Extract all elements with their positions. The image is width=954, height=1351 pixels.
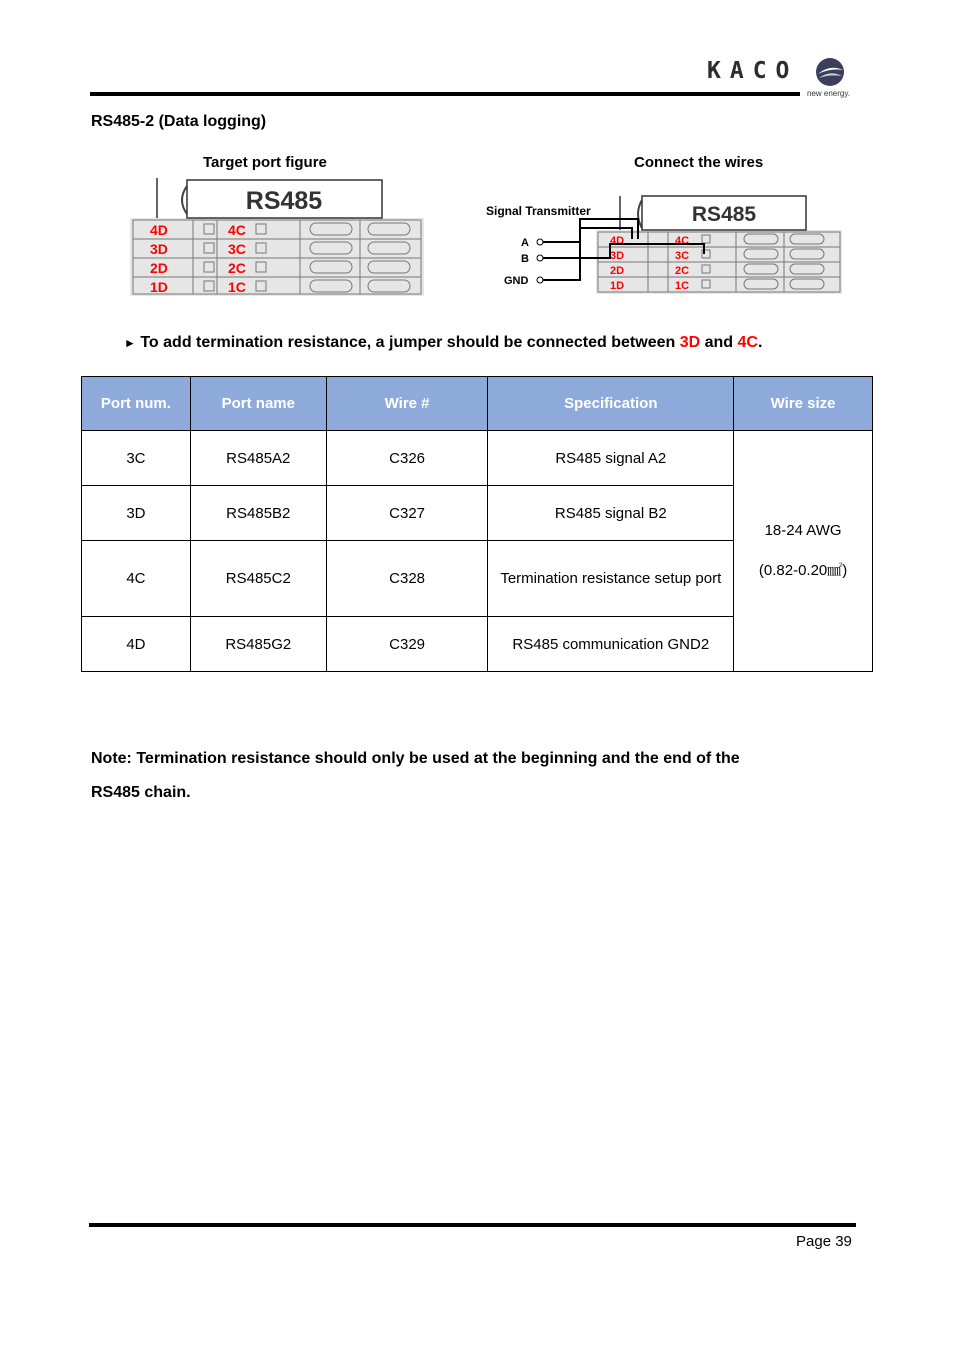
port-spec-table: [81, 376, 873, 672]
footer-rule: [89, 1223, 856, 1227]
bottom-note-line1: Note: Termination resistance should only be used at the beginning and the end of the: [91, 750, 740, 767]
terminal-label: 1D: [610, 280, 625, 292]
right-figure-label: Connect the wires: [634, 154, 764, 171]
spec-cell: RS485 communication GND2: [488, 617, 734, 672]
wire-cell: C327: [326, 486, 488, 541]
pin-label-a: A: [521, 237, 529, 249]
connector-label: RS485: [691, 203, 757, 226]
terminal-label: 1C: [675, 280, 690, 292]
terminal-label: 3D: [150, 241, 168, 257]
spec-cell: RS485 signal A2: [488, 431, 734, 486]
terminal-label: 1D: [150, 279, 168, 295]
kaco-logo-icon: [815, 57, 845, 87]
logo-text: KACO: [707, 58, 799, 84]
terminal-label: 3D: [610, 250, 625, 262]
wire-cell: C326: [326, 431, 488, 486]
note-text-end: .: [757, 334, 763, 351]
terminal-label: 2C: [675, 265, 690, 277]
header-cell: Port name: [190, 377, 326, 431]
terminal-label: 4C: [675, 235, 690, 247]
terminal-label: 4C: [228, 222, 246, 238]
terminal-label: 2C: [228, 260, 246, 276]
left-figure-label: Target port figure: [203, 154, 327, 171]
header-cell: Specification: [488, 377, 734, 431]
pin-label-b: B: [521, 253, 529, 265]
logo-tagline: new energy.: [807, 89, 850, 98]
target-port-figure: [130, 178, 426, 298]
port-4c: 4C: [737, 334, 758, 351]
section-title: RS485-2 (Data logging): [91, 113, 267, 130]
table-header-row: [82, 377, 873, 431]
header-cell: Port num.: [82, 377, 191, 431]
terminal-label: 3C: [675, 250, 690, 262]
terminal-label: 4D: [610, 235, 625, 247]
connector-label: RS485: [245, 187, 323, 215]
terminal-label: 3C: [228, 241, 246, 257]
port-num-cell: 4C: [82, 541, 191, 617]
port-name-cell: RS485G2: [190, 617, 326, 672]
note-text: To add termination resistance, a jumper should be connected between: [140, 334, 680, 351]
port-num-cell: 3D: [82, 486, 191, 541]
header-cell: Wire size: [734, 377, 873, 431]
wire-cell: C329: [326, 617, 488, 672]
terminal-label: 1C: [228, 279, 246, 295]
wire-size-awg: 18-24 AWG: [764, 522, 842, 539]
wire-size-cell: [734, 431, 873, 672]
port-num-cell: 4D: [82, 617, 191, 672]
table-row: [82, 431, 873, 486]
terminal-label: 2D: [610, 265, 625, 277]
port-name-cell: RS485A2: [190, 431, 326, 486]
spec-cell: RS485 signal B2: [488, 486, 734, 541]
bottom-note: [91, 742, 851, 810]
arrow-icon: ►: [124, 336, 136, 350]
terminal-label: 2D: [150, 260, 168, 276]
page-number: Page 39: [796, 1233, 852, 1250]
wire-cell: C328: [326, 541, 488, 617]
port-name-cell: RS485C2: [190, 541, 326, 617]
port-3d: 3D: [679, 334, 701, 351]
terminal-label: 4D: [150, 222, 168, 238]
header-cell: Wire #: [326, 377, 488, 431]
port-num-cell: 3C: [82, 431, 191, 486]
termination-note: [124, 334, 762, 352]
bottom-note-line2: RS485 chain.: [91, 784, 191, 801]
port-name-cell: RS485B2: [190, 486, 326, 541]
header-rule: [90, 92, 800, 96]
pin-label-gnd: GND: [504, 275, 529, 287]
spec-cell: Termination resistance setup port: [488, 541, 734, 617]
wiring-figure: [482, 192, 844, 298]
note-text-mid: and: [700, 334, 738, 351]
signal-transmitter-label: Signal Transmitter: [486, 204, 591, 218]
wire-size-mm: (0.82-0.20㎟): [758, 562, 848, 579]
